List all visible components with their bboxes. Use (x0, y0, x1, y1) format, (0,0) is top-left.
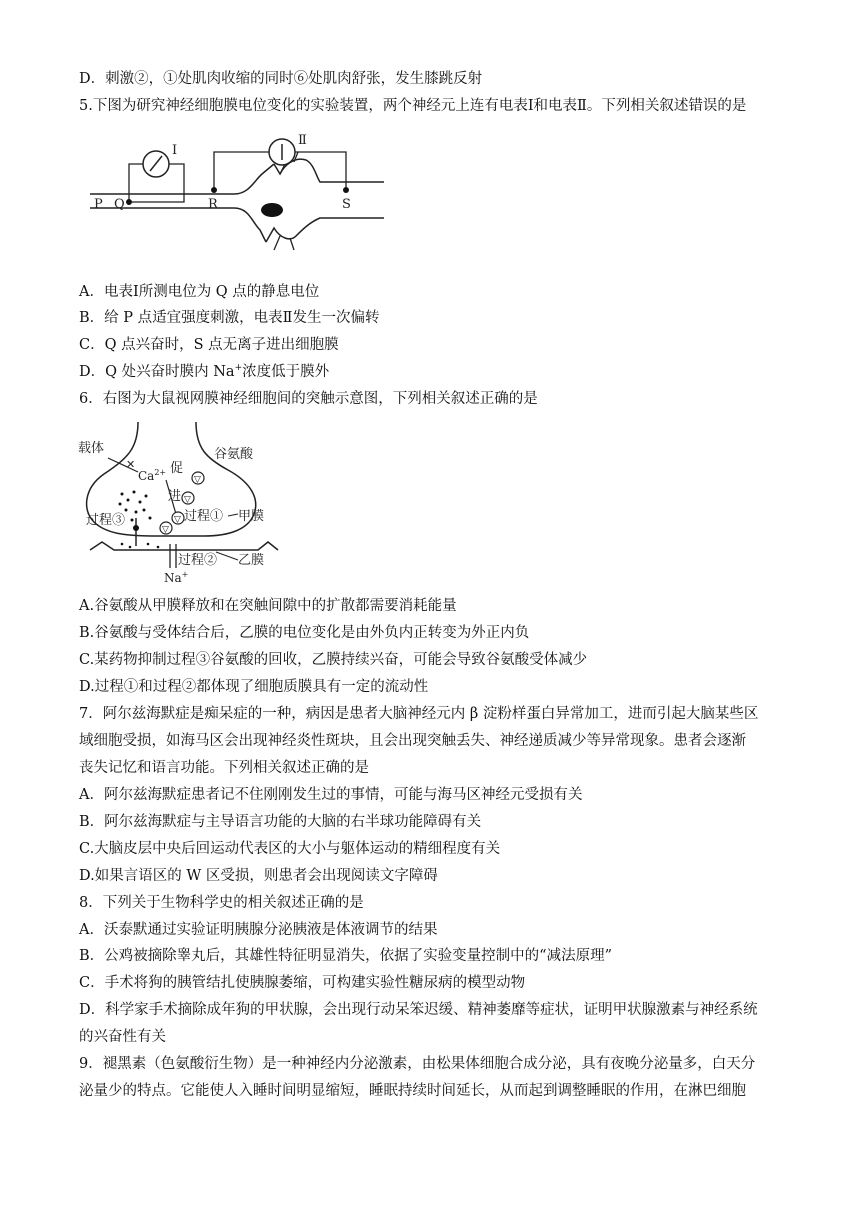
svg-text:▽: ▽ (174, 515, 181, 525)
q6-label-glutamate: 谷氨酸 (214, 447, 254, 462)
q6-label-process2: 过程② (178, 553, 218, 568)
q5-nucleus (261, 203, 283, 217)
q5-neuron-body (234, 159, 384, 242)
q5-stem: 5.下图为研究神经细胞膜电位变化的实验装置，两个神经元上连有电表Ⅰ和电表Ⅱ。下列相关叙述错误的是 (79, 98, 747, 114)
q5-label-meter-2: Ⅱ (298, 133, 307, 148)
q6-option-d: D.过程①和过程②都体现了细胞质膜具有一定的流动性 (79, 679, 429, 695)
q7-option-b: B．阿尔兹海默症与主导语言功能的大脑的右半球功能障碍有关 (79, 814, 482, 830)
q6-figure (78, 418, 288, 588)
q6-label-na-sup: + (181, 570, 189, 579)
q4-option-d: D．刺激②，①处肌肉收缩的同时⑥处肌肉舒张，发生膝跳反射 (79, 71, 483, 87)
q5-figure (84, 126, 384, 256)
q6-label-promote-2: 进 (168, 489, 182, 504)
q8-option-c: C．手术将狗的胰管结扎使胰腺萎缩，可构建实验性糖尿病的模型动物 (79, 975, 526, 991)
q6-label-ca (138, 468, 166, 483)
q6-label-na-base: Na (164, 571, 182, 585)
q6-label-ca-base: Ca (138, 469, 155, 483)
q5-option-d-sup: + (234, 363, 243, 374)
q8-option-d-line-1: D．科学家手术摘除成年狗的甲状腺，会出现行动呆笨迟缓、精神萎靡等症状，证明甲状腺激素与神经系统 (79, 1002, 758, 1018)
q6-label-ca-sup: 2+ (154, 468, 167, 477)
q5-option-d-pre: D．Q 处兴奋时膜内 Na (79, 364, 235, 380)
q5-option-b: B．给 P 点适宜强度刺激，电表Ⅱ发生一次偏转 (79, 310, 380, 326)
q6-postsynaptic-membrane (90, 542, 278, 550)
q6-label-process1: 过程① (184, 509, 224, 524)
q5-option-a: A．电表Ⅰ所测电位为 Q 点的静息电位 (79, 284, 320, 300)
q9-stem-line-2: 泌量少的特点。它能使人入睡时间明显缩短，睡眠持续时间延长，从而起到调整睡眠的作用，在淋巴细胞 (79, 1083, 746, 1099)
q7-stem-line-1: 7．阿尔兹海默症是痴呆症的一种，病因是患者大脑神经元内 β 淀粉样蛋白异常加工，进而引起大脑某些区 (79, 706, 759, 722)
svg-text:▽: ▽ (184, 495, 191, 505)
svg-text:▽: ▽ (162, 525, 169, 535)
svg-text:▽: ▽ (194, 475, 201, 485)
q6-label-na (164, 570, 188, 585)
q6-option-a: A.谷氨酸从甲膜释放和在突触间隙中的扩散都需要消耗能量 (79, 598, 457, 614)
q6-label-promote-1: 促 (170, 461, 184, 476)
q7-stem-line-2: 域细胞受损，如海马区会出现神经炎性斑块，且会出现突触丢失、神经递质减少等异常现象。患者会逐渐 (79, 733, 746, 749)
q6-stem: 6．右图为大鼠视网膜神经细胞间的突触示意图，下列相关叙述正确的是 (79, 391, 538, 407)
q6-option-b: B.谷氨酸与受体结合后，乙膜的电位变化是由外负内正转变为外正内负 (79, 625, 530, 641)
q6-label-membrane-a: 甲膜 (238, 509, 265, 524)
q7-option-a: A．阿尔兹海默症患者记不住刚刚发生过的事情，可能与海马区神经元受损有关 (79, 787, 583, 803)
q5-meter-1-wire-left (129, 164, 143, 202)
q7-option-d: D.如果言语区的 W 区受损，则患者会出现阅读文字障碍 (79, 868, 438, 884)
q6-label-process3: 过程③ (86, 513, 126, 528)
q8-option-b: B．公鸡被摘除睾丸后，其雄性特征明显消失，依据了实验变量控制中的“减法原理” (79, 948, 612, 964)
q8-option-a: A．沃泰默通过实验证明胰腺分泌胰液是体液调节的结果 (79, 922, 438, 938)
q5-meter-2-wire-left (214, 152, 269, 190)
q6-option-c: C.某药物抑制过程③谷氨酸的回收，乙膜持续兴奋，可能会导致谷氨酸受体减少 (79, 652, 588, 668)
q5-label-s: S (342, 197, 351, 212)
q6-carrier-mark: ✕ (126, 458, 136, 471)
q6-label-membrane-b: 乙膜 (238, 553, 265, 568)
q5-option-d (79, 362, 329, 382)
q5-label-meter-1: Ⅰ (172, 143, 178, 158)
q6-label-carrier: 载体 (78, 441, 105, 456)
q5-label-r: R (208, 197, 218, 212)
q5-option-d-post: 浓度低于膜外 (242, 364, 330, 380)
q7-stem-line-3: 丧失记忆和语言功能。下列相关叙述正确的是 (79, 760, 369, 776)
q5-label-p: P (94, 197, 103, 212)
q8-stem: 8．下列关于生物科学史的相关叙述正确的是 (79, 895, 364, 911)
q8-option-d-line-2: 的兴奋性有关 (79, 1029, 166, 1045)
q9-stem-line-1: 9．褪黑素（色氨酸衍生物）是一种神经内分泌激素，由松果体细胞合成分泌，具有夜晚分泌量多，白天分 (79, 1056, 756, 1072)
q5-label-q: Q (114, 197, 125, 212)
q5-option-c: C．Q 点兴奋时，S 点无离子进出细胞膜 (79, 337, 339, 353)
q7-option-c: C.大脑皮层中央后回运动代表区的大小与躯体运动的精细程度有关 (79, 841, 501, 857)
q5-meter-2-wire-right (295, 152, 346, 190)
